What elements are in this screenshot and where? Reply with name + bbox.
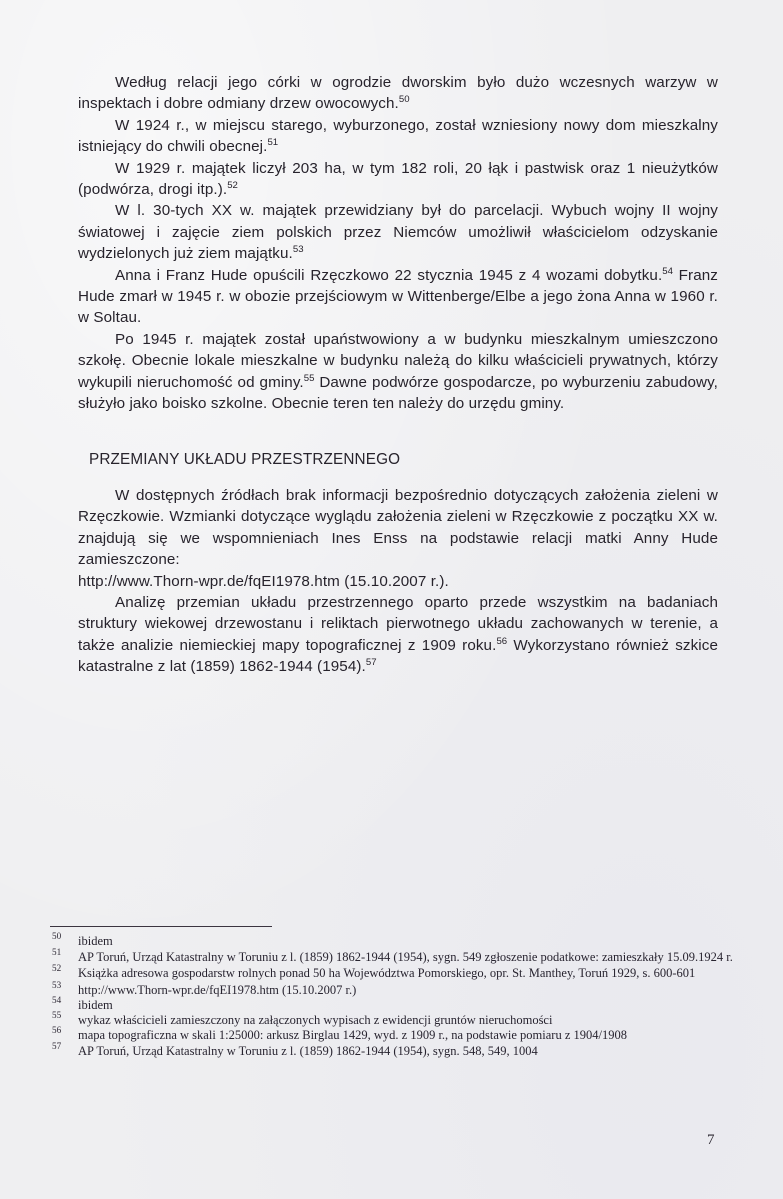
footnote-ref-51: 51 [267,137,279,149]
source-url: http://www.Thorn-wpr.de/fqEI1978.htm (15.10.2007 r.). [78,572,449,590]
footnote-separator-rule [50,926,272,927]
footnote-text: wykaz właścicieli zamieszczony na załączonych wypisach z ewidencji gruntów nieruchomości [78,1013,553,1028]
footnote-item [50,931,740,949]
footnote-number: 52 [52,963,62,974]
body-text-column [78,72,718,678]
paragraph-hude [78,265,718,329]
paragraph-text: W 1924 r., w miejscu starego, wyburzonego, został wzniesiony nowy dom mieszkalny istniejący do chwili obecnej. [78,116,718,156]
paragraph-1929 [78,158,718,201]
footnote-ref-55: 55 [303,372,315,384]
footnote-text: http://www.Thorn-wpr.de/fqEI1978.htm (15.10.2007 r.) [78,982,357,997]
footnote-number: 56 [52,1025,62,1036]
paragraph-text: W 1929 r. majątek liczył 203 ha, w tym 182 roli, 20 łąk i pastwisk oraz 1 nieużytków (podwórza, drogi itp.). [78,159,718,199]
footnote-text: Książka adresowa gospodarstw rolnych ponad 50 ha Województwa Pomorskiego, opr. St. Manthey, Toruń 1929, s. 600-601 [78,966,696,981]
paragraph-wedlug-relacji [78,72,718,115]
spacer [78,470,718,485]
paragraph-text-before: Po 1945 r. majątek został upaństwowiony a w budynku mieszkalnym umieszczono szkołę. Obecnie lokale mieszkalne w budynku należą do kilku właścicieli prywatnych, którzy wykupili nieruchomość od gminy. [78,330,718,391]
paragraph-text-after: Dawne podwórze gospodarcze, po wyburzeniu zabudowy, służyło jako boisko szkolne. Obecnie teren ten należy do urzędu gminy. [78,373,718,413]
footnote-number: 51 [52,947,62,958]
paragraph-1924 [78,115,718,158]
footnote-text: AP Toruń, Urząd Katastralny w Toruniu z l. (1859) 1862-1944 (1954), sygn. 548, 549, 1004 [78,1044,538,1059]
footnote-text: ibidem [78,934,113,948]
footnote-ref-52: 52 [227,179,238,191]
paragraph-po-1945 [78,329,718,415]
footnote-number: 55 [52,1010,62,1021]
footnote-number: 57 [52,1041,62,1052]
footnotes-section [50,926,740,1061]
footnote-item [50,1025,740,1043]
footnote-ref-53: 53 [292,244,304,256]
paragraph-text-before: Analizę przemian układu przestrzennego oparto przede wszystkim na badaniach struktury wiekowej drzewostanu i reliktach pierwotnego układu zachowanych w terenie, a także analizie niemieckiej mapy topograficznej z 1909 roku. [78,593,718,654]
footnote-text: ibidem [78,997,113,1012]
footnote-ref-57: 57 [365,657,377,669]
section-heading: PRZEMIANY UKŁADU PRZESTRZENNEGO [89,450,401,468]
paragraph-url [78,571,718,592]
footnote-text: AP Toruń, Urząd Katastralny w Toruniu z l. (1859) 1862-1944 (1954), sygn. 549 zgłoszenie podatkowe: zamieszkały 15.09.1924 r. [78,950,733,965]
footnote-item [50,994,740,1013]
paragraph-text-after: Wykorzystano również szkice katastralne z lat (1859) 1862-1944 (1954). [78,636,718,676]
footnote-item [50,947,740,965]
paragraph-text: W dostępnych źródłach brak informacji bezpośrednio dotyczących założenia zieleni w Rzęczkowie. Wzmianki dotyczące wyglądu założenia zieleni w Rzęczkowie z początku XX w. znajdują się we wspomnieniach Ines Enss na podstawie relacji matki Anny Hude zamieszczone: [78,486,718,569]
paragraph-text: W l. 30-tych XX w. majątek przewidziany był do parcelacji. Wybuch wojny II wojny światowej i zajęcie ziem polskich przez Niemców umożliwił właścicielom odzyskanie wydzielonych już ziem majątku. [78,202,718,263]
paragraph-text-after: Franz Hude zmarł w 1945 r. w obozie przejściowym w Wittenberge/Elbe a jego żona Anna w 1960 r. w Soltau. [78,266,718,327]
paragraph-text: Według relacji jego córki w ogrodzie dworskim było dużo wczesnych warzyw w inspektach i dobre odmiany drzew owocowych. [78,74,718,113]
footnote-number: 50 [52,931,62,941]
paragraph-30-tych [78,200,718,264]
spacer [78,415,718,449]
paragraph-zrodla [78,485,718,571]
footnote-number: 54 [52,994,62,1005]
footnote-ref-50: 50 [398,94,410,106]
footnote-item [50,1010,740,1028]
footnote-number: 53 [52,979,62,990]
paragraph-text-before: Anna i Franz Hude opuścili Rzęczkowo 22 stycznia 1945 z 4 wozami dobytku. [115,266,663,284]
footnote-ref-54: 54 [662,265,673,277]
footnote-ref-56: 56 [496,635,508,647]
footnote-item [50,963,740,981]
page-number: 7 [707,1132,715,1148]
paragraph-analiza [78,592,718,678]
footnote-item [50,1041,740,1059]
footnote-item [50,979,740,998]
footnote-text: mapa topograficzna w skali 1:25000: arkusz Birglau 1429, wyd. z 1909 r., na podstawie pomiaru z 1904/1908 [78,1028,627,1043]
